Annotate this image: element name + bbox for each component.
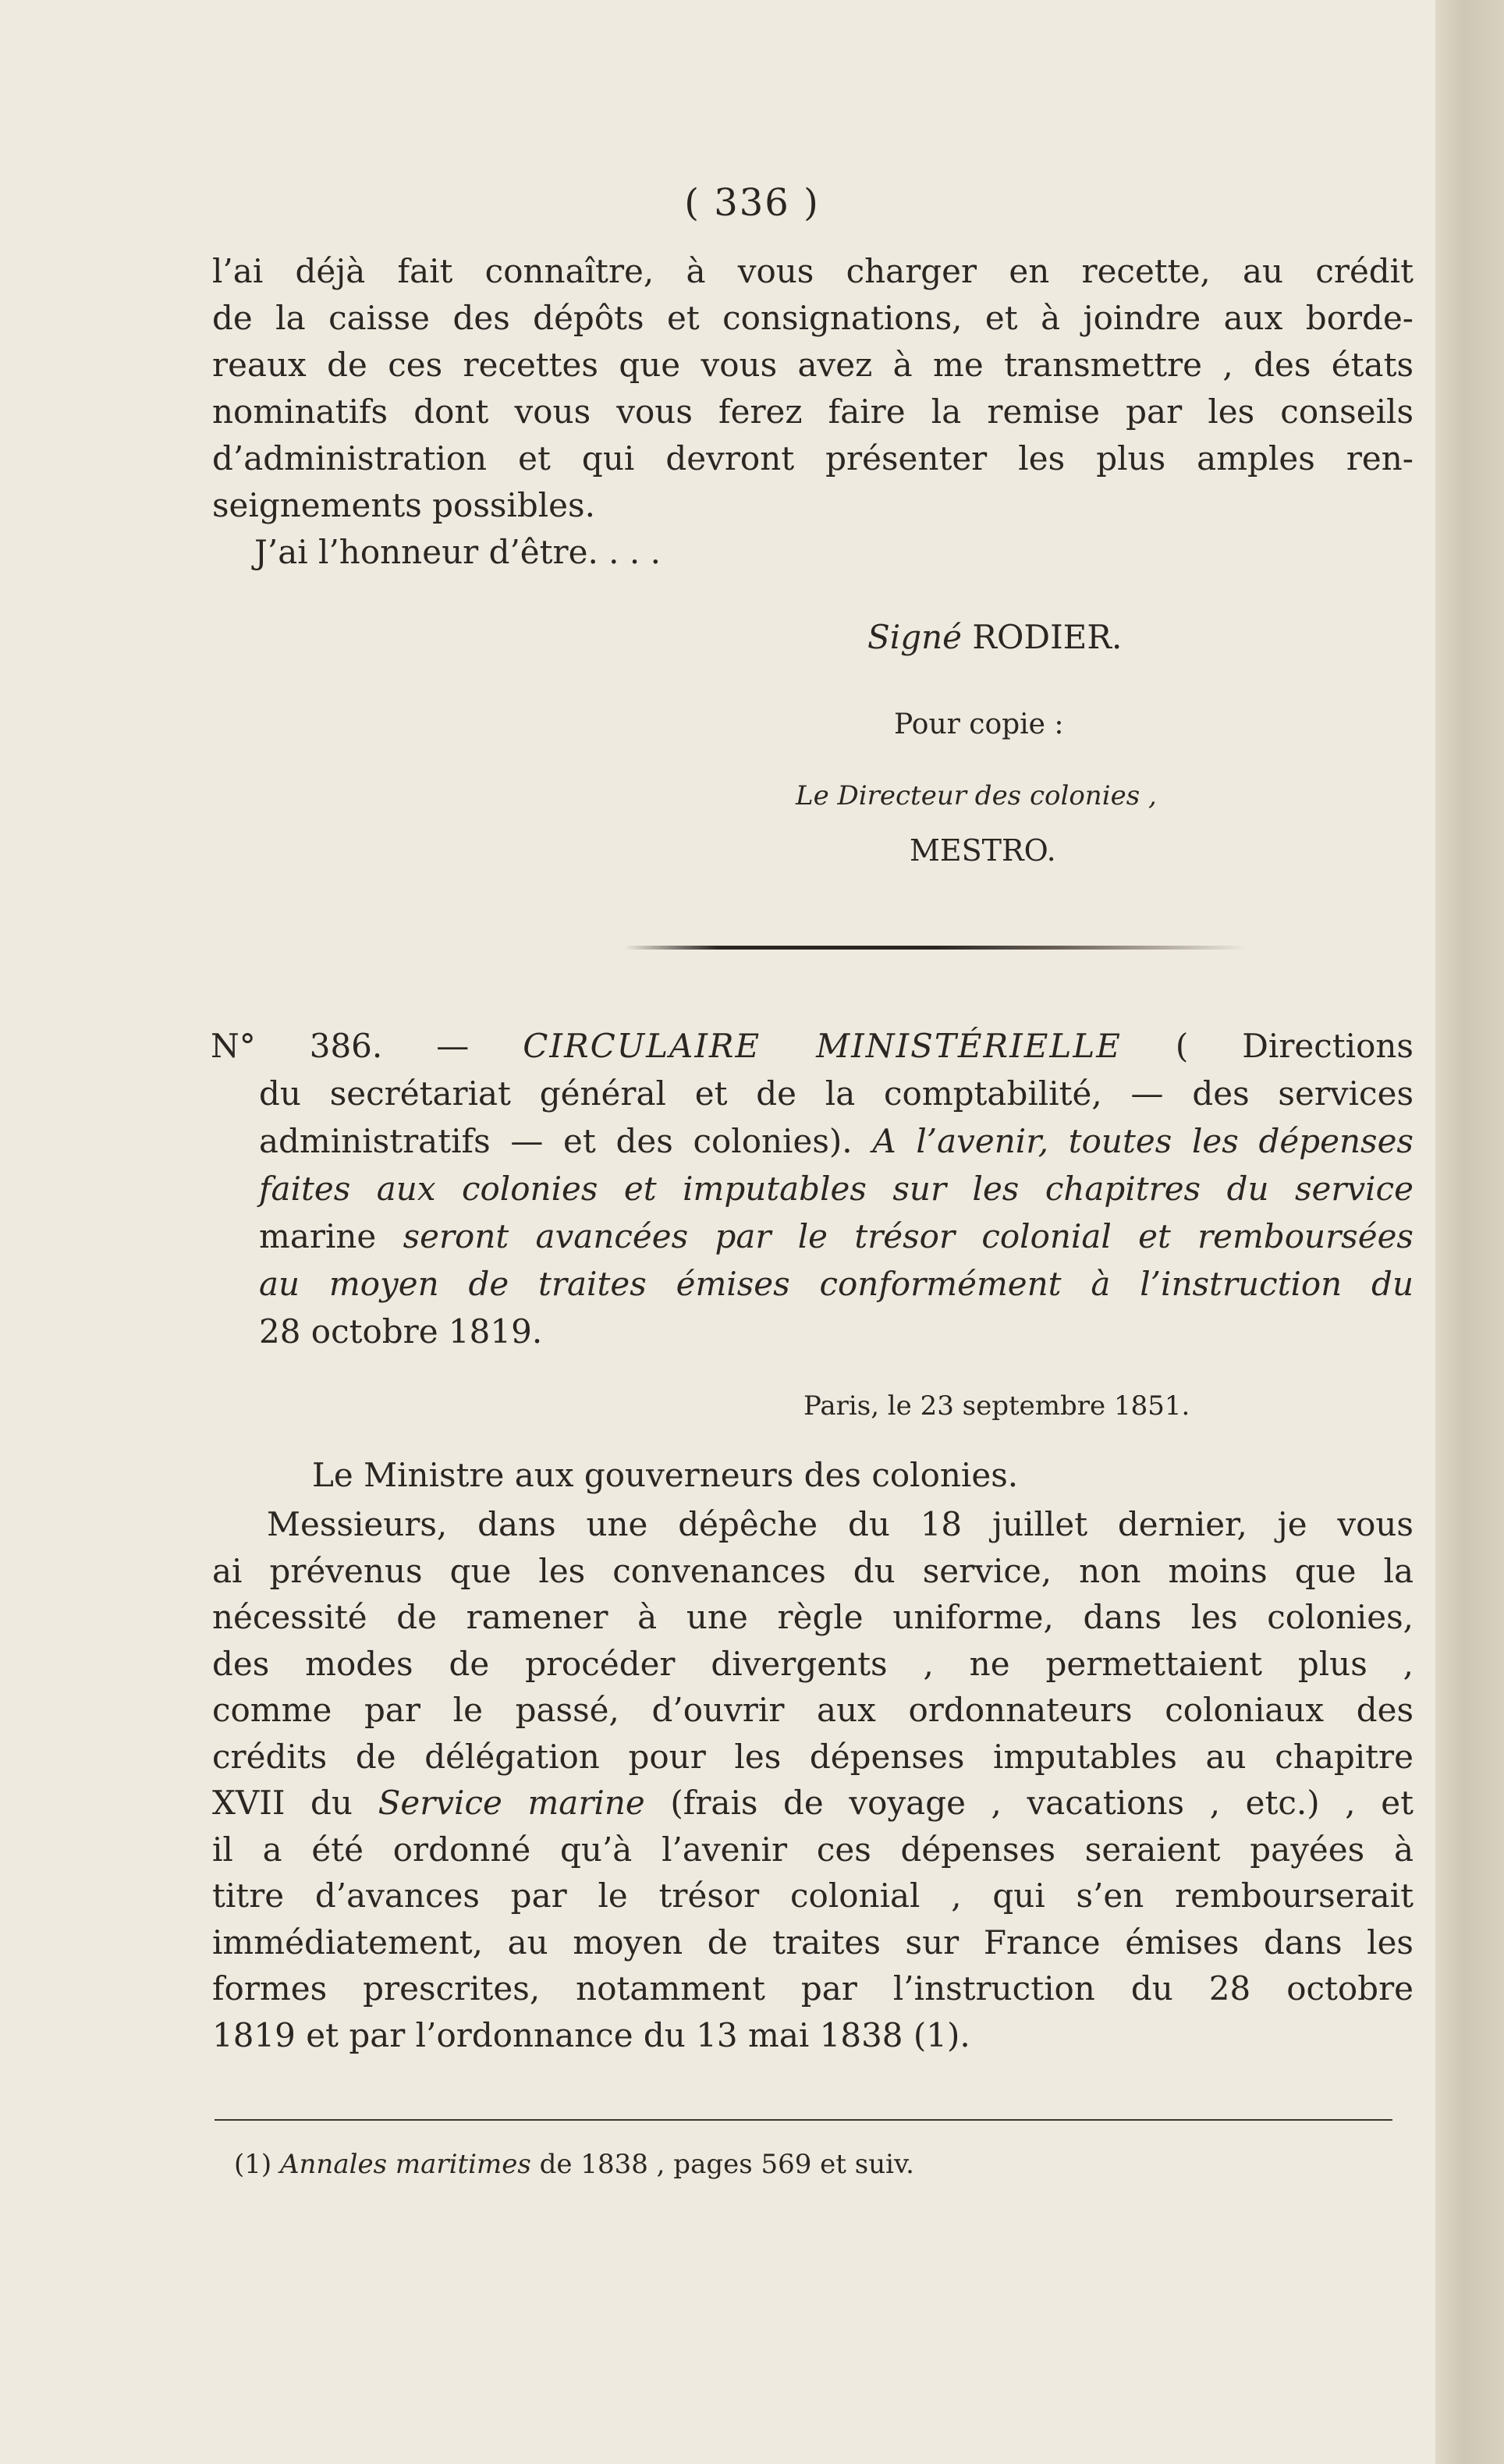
honneur-line: J’ai l’honneur d’être. . . . [254, 533, 661, 571]
italic-phrase: A l’avenir, toutes les dépenses [872, 1122, 1414, 1160]
mestro-name: MESTRO. [910, 833, 1056, 868]
text-line: crédits de délégation pour les dépenses imputables au chapitre [212, 1737, 1414, 1776]
footnote-italic: Annales maritimes [279, 2149, 531, 2180]
text-line: faites aux colonies et imputables sur les chapitres du service [259, 1170, 1414, 1208]
text-line: il a été ordonné qu’à l’avenir ces dépenses seraient payées à [212, 1830, 1414, 1869]
letter-body [212, 1501, 1414, 2058]
text-line: marine [259, 1217, 377, 1255]
text-line: formes prescrites, notamment par l’instruction du 28 octobre [212, 1969, 1414, 2008]
text-line: de la caisse des dépôts et consignations, et à joindre aux borde- [212, 299, 1414, 337]
text-line: du secrétariat général et de la comptabilité, — des services [259, 1074, 1414, 1113]
text-line: reaux de ces recettes que vous avez à me transmettre , des états [212, 346, 1414, 384]
addressee: Le Ministre aux gouverneurs des colonies. [312, 1456, 1019, 1494]
text-line: d’administration et qui devront présenter les plus amples ren- [212, 439, 1414, 478]
text-line: (frais de voyage , vacations , etc.) , et [670, 1784, 1414, 1822]
text-line: Messieurs, dans une dépêche du 18 juillet dernier, je vous [267, 1505, 1414, 1543]
text-line: immédiatement, au moyen de traites sur France émises dans les [212, 1923, 1414, 1962]
signe-label: Signé [867, 618, 962, 656]
text-line: titre d’avances par le trésor colonial , qui s’en rembourserait [212, 1876, 1414, 1915]
dash: — [436, 1027, 470, 1065]
date-line: Paris, le 23 septembre 1851. [803, 1390, 1190, 1422]
text-line: des modes de procéder divergents , ne permettaient plus , [212, 1644, 1414, 1683]
text-line: nécessité de ramener à une règle uniforme, dans les colonies, [212, 1598, 1414, 1636]
text-line: ( Directions [1175, 1027, 1414, 1065]
footnote-text: de 1838 , pages 569 et suiv. [539, 2149, 914, 2180]
footnote-rule [215, 2119, 1392, 2121]
directeur-title: Le Directeur des colonies , [796, 780, 1157, 811]
text-line: seignements possibles. [212, 486, 595, 524]
italic-phrase: Service marine [378, 1784, 645, 1822]
text-line: nominatifs dont vous vous ferez faire la remise par les conseils [212, 392, 1414, 431]
text-line: l’ai déjà fait connaître, à vous charger en recette, au crédit [212, 252, 1414, 290]
circular-number: N° 386. [211, 1027, 383, 1065]
section-divider [624, 946, 1248, 950]
text-line: 28 octobre 1819. [259, 1312, 543, 1351]
italic-phrase: seront avancées par le trésor colonial et remboursées [403, 1217, 1414, 1255]
circular-heading [212, 1022, 1414, 1355]
opening-paragraph [212, 248, 1414, 576]
text-line: comme par le passé, d’ouvrir aux ordonnateurs coloniaux des [212, 1691, 1414, 1729]
book-gutter [1435, 0, 1504, 2464]
page-number: ( 336 ) [684, 181, 820, 225]
circular-title: CIRCULAIRE MINISTÉRIELLE [523, 1027, 1122, 1065]
footnote [234, 2146, 914, 2183]
pour-copie: Pour copie : [894, 708, 1064, 740]
text-line: 1819 et par l’ordonnance du 13 mai 1838 (1). [212, 2015, 970, 2054]
footnote-number: (1) [234, 2149, 272, 2180]
signer-name: RODIER. [972, 618, 1123, 656]
text-line: au moyen de traites émises conformément à l’instruction du [259, 1265, 1414, 1303]
text-line: ai prévenus que les convenances du service, non moins que la [212, 1551, 1414, 1590]
signature [867, 618, 1122, 656]
text-line: XVII du [212, 1784, 353, 1822]
text-line: administratifs — et des colonies). [259, 1122, 853, 1160]
